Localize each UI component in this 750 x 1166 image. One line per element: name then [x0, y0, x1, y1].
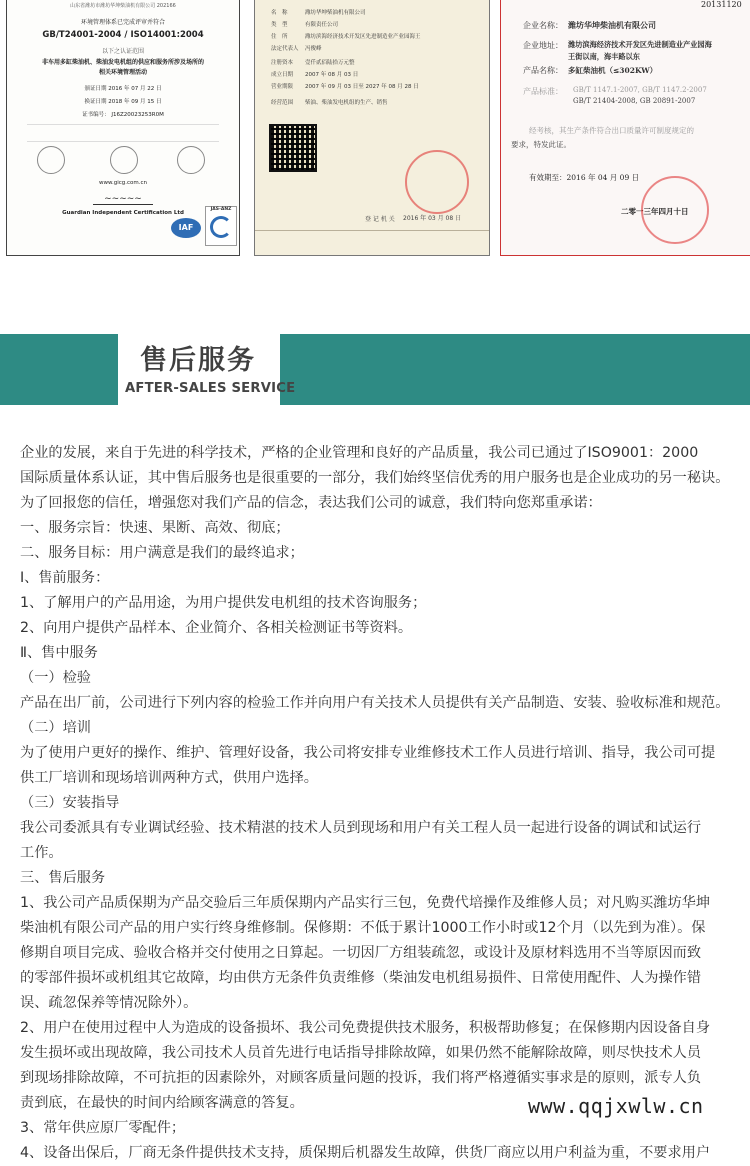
cert1-fineprint	[27, 124, 219, 142]
license-row-value: 柴油、柴油发电机组的生产、销售	[305, 100, 388, 106]
text-line: 3、常年供应原厂零配件；	[20, 1120, 186, 1136]
jas-anz-logo	[205, 206, 237, 246]
license-row	[271, 98, 388, 106]
license-row	[271, 70, 358, 78]
license-row-value: 2007 年 09 月 03 日至 2027 年 08 月 28 日	[305, 84, 419, 90]
text-line: （二）培训	[20, 720, 91, 736]
standard-line2: GB/T 21404-2008, GB 20891-2007	[573, 97, 696, 105]
text-line: 柴油机有限公司产品的用户实行终身维修制。保修期：不低于累计1000工作小时或12个月（以先到为准）。保	[20, 920, 706, 936]
text-line: 1、了解用户的产品用途，为用户提供发电机组的技术咨询服务；	[20, 595, 427, 611]
company-name: 潍坊华坤柴油机有限公司	[568, 20, 656, 30]
after-sales-text	[20, 441, 736, 1166]
license-row	[271, 8, 366, 16]
text-line: 2、用户在使用过程中人为造成的设备损坏、我公司免费提供技术服务，积极帮助修复；在保修期内因设备自身	[20, 1020, 711, 1036]
text-line: 一、服务宗旨：快速、果断、高效、彻底；	[20, 520, 290, 536]
cert1-cert-no: 证书编号： J16Z20023253R0M	[82, 112, 164, 118]
license-row-key: 注册资本	[271, 60, 294, 66]
address-label: 企业地址：	[523, 41, 563, 50]
text-line: （一）检验	[20, 670, 91, 686]
company-address: 潍坊滨海经济技术开发区先进制造业产业园海	[568, 40, 712, 49]
license-row-value: 冯俊峰	[305, 46, 322, 52]
cert1-org: Guardian Independent Certification Ltd	[62, 210, 184, 216]
license-row	[271, 44, 322, 52]
license-row-key: 经营范围	[271, 100, 294, 106]
text-line: 误、疏忽保养等情况除外）。	[20, 995, 198, 1011]
license-row	[271, 82, 419, 90]
quality-license	[500, 0, 750, 256]
cert1-date1: 颁证日期 2016 年 07 月 22 日	[84, 86, 162, 92]
signature: ~~~~~	[93, 194, 153, 205]
jas-anz-label: JAS-ANZ	[210, 207, 232, 212]
company-address2: 王街以南，海丰路以东	[568, 52, 640, 61]
license-number: 20131120	[701, 0, 742, 9]
seal-icon	[177, 146, 205, 174]
text-line: 2、向用户提供产品样本、企业简介、各相关检测证书等资料。	[20, 620, 413, 636]
text-line: 工作。	[20, 845, 63, 861]
red-seal-icon	[405, 150, 469, 214]
license-row-key: 住 所	[271, 34, 288, 40]
license-row-key: 类 型	[271, 22, 288, 28]
product-name: 多缸柴油机（≤302KW）	[568, 66, 658, 75]
qr-code-icon	[269, 124, 317, 172]
cert1-scope: 非车用多缸柴油机、柴油发电机组的供应和服务所涉及场所的	[41, 59, 204, 66]
banner-subtitle: AFTER-SALES SERVICE	[125, 381, 296, 396]
text-line: 三、售后服务	[20, 870, 106, 886]
license-row-key: 法定代表人	[271, 46, 299, 52]
license-row-key: 成立日期	[271, 72, 294, 78]
text-line: Ⅰ、售前服务：	[20, 570, 110, 586]
license-footer	[255, 230, 490, 256]
product-label: 产品名称：	[523, 66, 563, 75]
text-line: 修期自项目完成、验收合格并交付使用之日算起。一切因厂方组装疏忽，或设计及原材料选用不当等原因而致	[20, 945, 702, 961]
valid-until: 有效期至：2016 年 04 月 09 日	[529, 173, 640, 182]
license-row	[271, 20, 338, 28]
license-row-value: 壹仟贰佰陆拾万元整	[305, 60, 355, 66]
seal-icon	[110, 146, 138, 174]
license-date: 2016 年 03 月 08 日	[403, 215, 462, 222]
text-line: 发生损坏或出现故障，我公司技术人员首先进行电话指导排除故障，如果仍然不能解除故障，则尽快技术人员	[20, 1045, 702, 1061]
iso14001-certificate	[6, 0, 240, 256]
statement-line2: 要求，特发此证。	[511, 140, 571, 149]
text-line: 产品在出厂前，公司进行下列内容的检验工作并向用户有关技术人员提供有关产品制造、安装、验收标准和规范。	[20, 695, 730, 711]
cert1-scope-title: 以下之认证范围	[101, 48, 144, 55]
red-seal-icon	[641, 176, 709, 244]
license-row	[271, 32, 421, 40]
cert1-header: 山东省潍坊市潍坊华坤柴油机有限公司 202166	[70, 3, 176, 9]
text-line: 二、服务目标：用户满意是我们的最终追求；	[20, 545, 304, 561]
license-row-value: 潍坊滨海经济技术开发区先进制造业产业园海王	[305, 34, 421, 40]
seal-icon	[37, 146, 65, 174]
site-watermark: www.qqjxwlw.cn	[524, 1092, 708, 1120]
standard-label: 产品标准：	[523, 87, 563, 96]
text-line: 的零部件损坏或机组其它故障，均由供方无条件负责维修（柴油发电机组易损件、日常使用配件、人为操作错	[20, 970, 702, 986]
text-line: Ⅱ、售中服务	[20, 645, 98, 661]
section-banner	[0, 334, 750, 405]
jas-anz-mark	[210, 216, 232, 238]
business-license	[254, 0, 490, 256]
license-row-key: 名 称	[271, 10, 288, 16]
text-line: 企业的发展，来自于先进的科学技术，严格的企业管理和良好的产品质量，我公司已通过了ISO9001：2000	[20, 445, 699, 461]
cert1-line2: 环境管理体系已完成评审并符合	[80, 19, 165, 26]
cert1-website: www.gicg.com.cn	[98, 180, 148, 186]
text-line: 国际质量体系认证，其中售后服务也是很重要的一部分，我们始终坚信优秀的用户服务也是企业成功的另一秘诀。	[20, 470, 730, 486]
text-line: 责到底，在最快的时间内给顾客满意的答复。	[20, 1095, 304, 1111]
cert1-date2: 换证日期 2018 年 09 月 15 日	[84, 99, 162, 105]
license-row-value: 2007 年 08 月 03 日	[305, 72, 359, 78]
banner-title: 售后服务	[140, 345, 256, 376]
issue-date: 二零一三年四月十日	[621, 207, 689, 216]
text-line: 我公司委派具有专业调试经验、技术精湛的技术人员到现场和用户有关工程人员一起进行设备的调试和试运行	[20, 820, 702, 836]
license-authority: 登 记 机 关	[365, 216, 395, 223]
text-line: 1、我公司产品质保期为产品交验后三年质保期内产品实行三包，免费代培操作及维修人员；对凡购买潍坊华坤	[20, 895, 711, 911]
text-line: 4、设备出保后，厂商无条件提供技术支持，质保期后机器发生故障，供货厂商应以用户利益为重，不要求用户	[20, 1145, 711, 1161]
text-line: （三）安装指导	[20, 795, 120, 811]
text-line: 为了使用户更好的操作、维护、管理好设备，我公司将安排专业维修技术工作人员进行培训、指导，我公司可提	[20, 745, 716, 761]
license-row-value: 有限责任公司	[305, 22, 339, 28]
license-row-key: 营业期限	[271, 84, 294, 90]
text-line: 为了回报您的信任，增强您对我们产品的信念，表达我们公司的诚意，我们特向您郑重承诺：	[20, 495, 602, 511]
standard-line1: GB/T 1147.1-2007, GB/T 1147.2-2007	[573, 86, 707, 94]
license-row-value: 潍坊华坤柴油机有限公司	[305, 10, 366, 16]
cert1-standard: GB/T24001-2004 / ISO14001:2004	[42, 30, 204, 40]
iaf-logo: IAF	[171, 218, 201, 238]
cert1-scope2: 相关环境管理活动	[98, 69, 147, 76]
license-row	[271, 58, 355, 66]
text-line: 供工厂培训和现场培训两种方式，供用户选择。	[20, 770, 318, 786]
text-line: 到现场排除故障，不可抗拒的因素除外，对顾客质量问题的投诉，我们将严格遵循实事求是的原则，派专人负	[20, 1070, 702, 1086]
company-label: 企业名称：	[523, 21, 563, 30]
certificate-strip	[0, 0, 750, 262]
statement-line1: 经考核，其生产条件符合出口质量许可制度规定的	[529, 126, 694, 135]
